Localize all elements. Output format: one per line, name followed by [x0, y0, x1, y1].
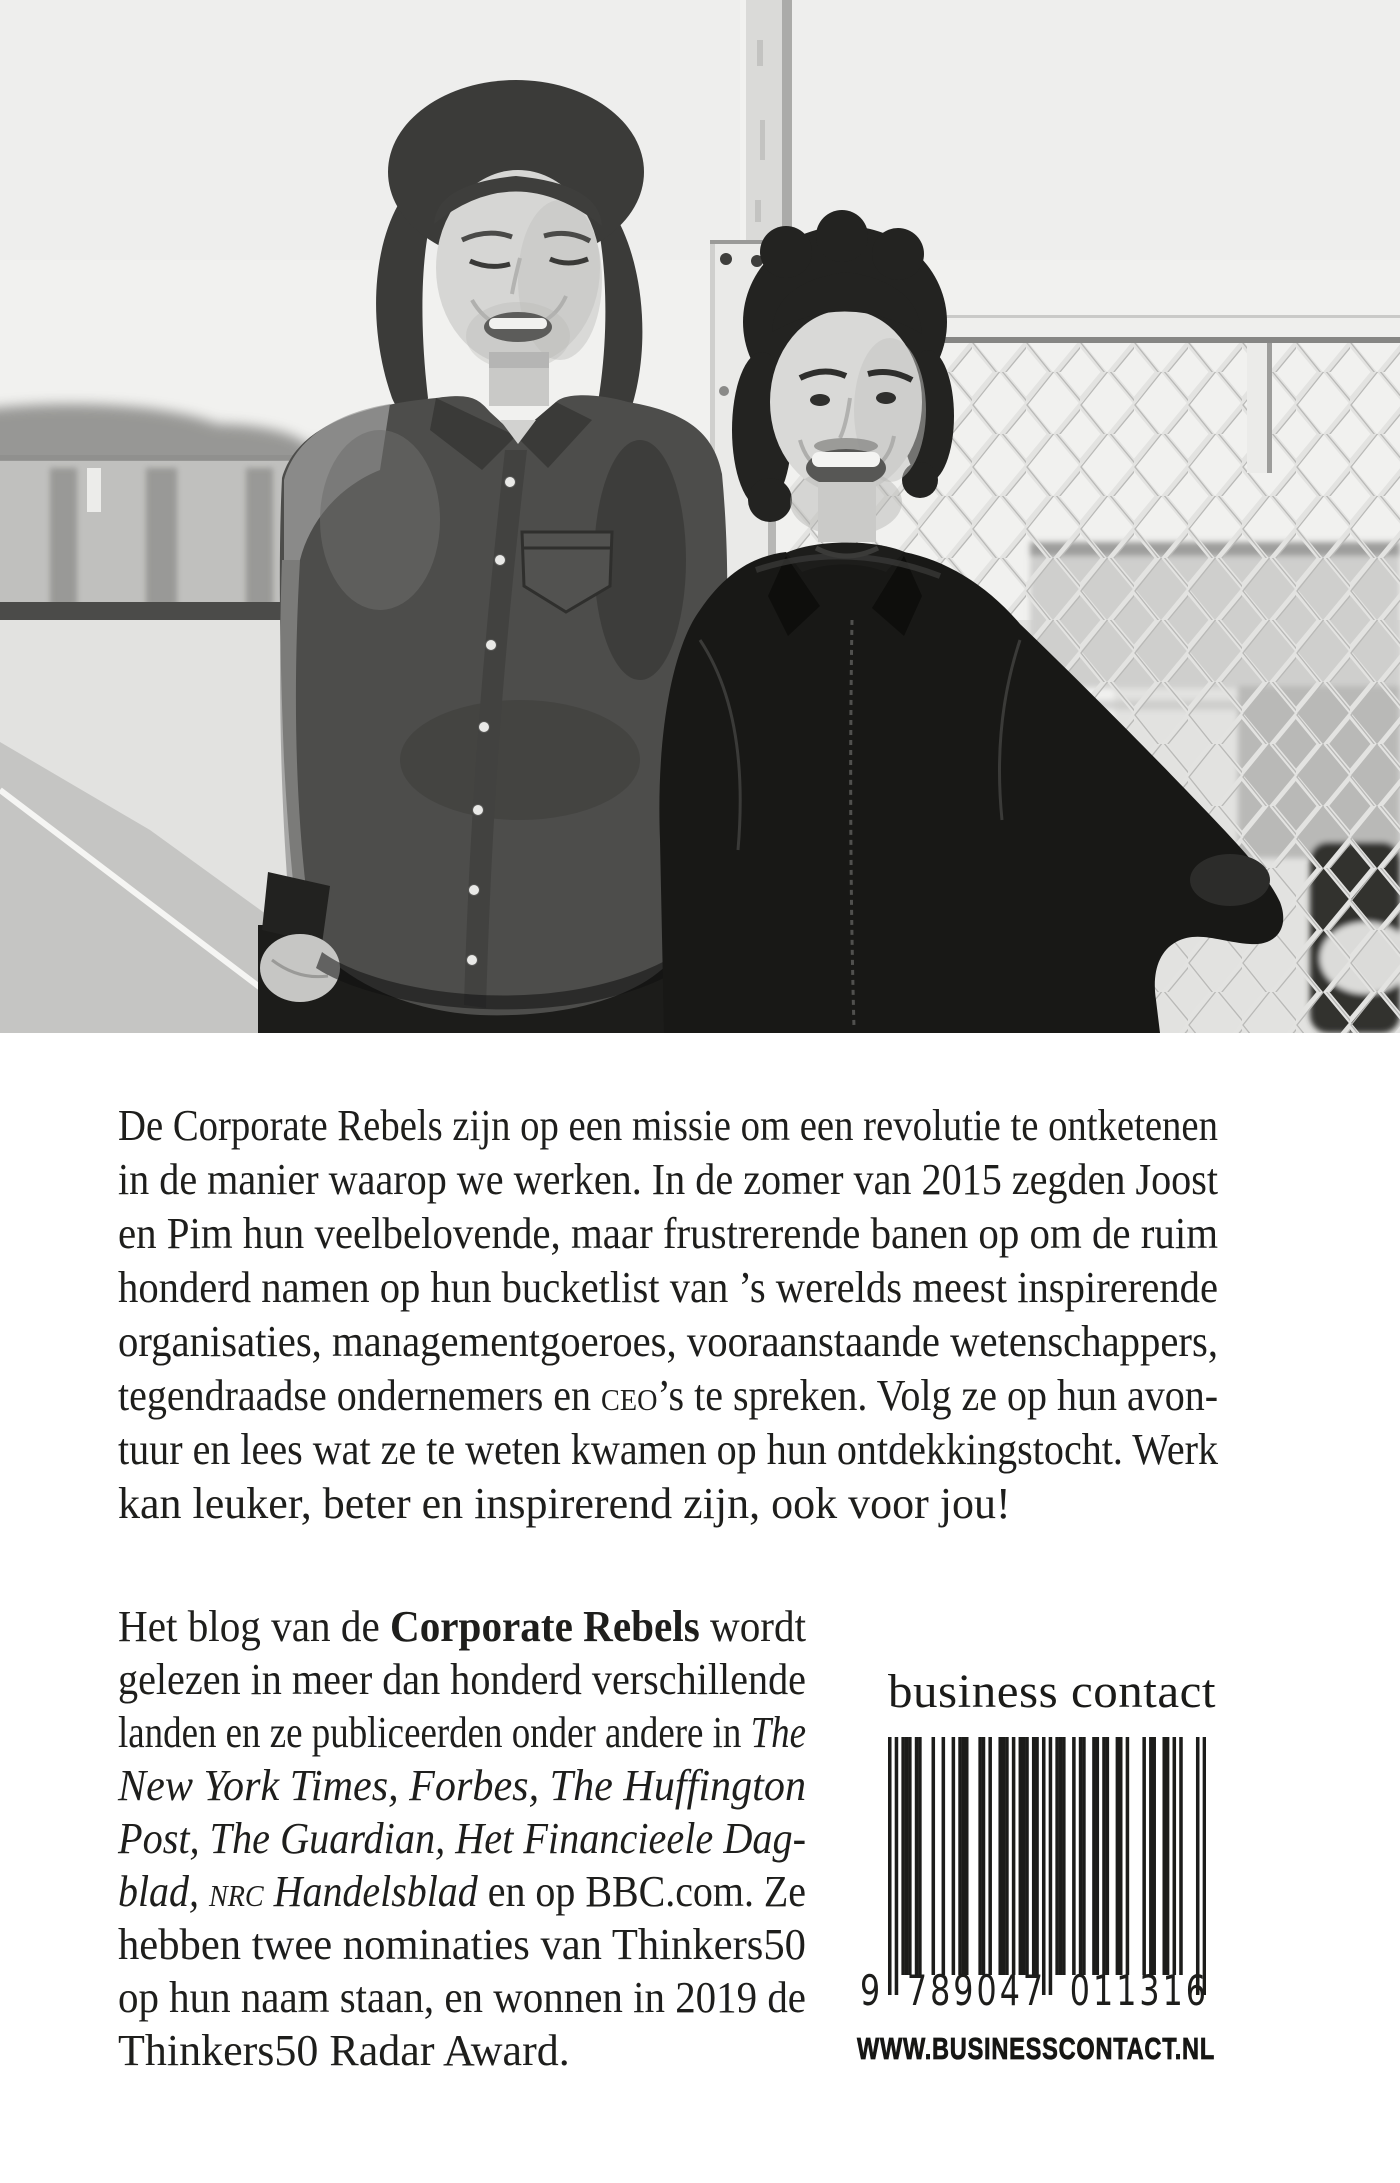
text-line: hebben twee nominaties van Thinkers50	[118, 1920, 806, 1969]
text-line: organisaties, managementgoeroes, vooraanstaande wetenschappers,	[118, 1317, 1218, 1366]
publisher-website: WWW.BUSINESSCONTACT.NL	[857, 2031, 1215, 2066]
pole	[740, 0, 792, 252]
cover-photo-illustration	[0, 0, 1400, 1033]
isbn-barcode	[888, 1737, 1206, 1995]
text-line: Het blog van de Corporate Rebels wordt	[118, 1602, 807, 1651]
text-line: Thinkers50 Radar Award.	[118, 2026, 570, 2075]
publisher-logo-text: business contact	[888, 1665, 1217, 1718]
text-line: op hun naam staan, en wonnen in 2019 de	[118, 1973, 806, 2022]
text-line: blad, NRC Handelsblad en op BBC.com. Ze	[118, 1867, 807, 1916]
text-line: gelezen in meer dan honderd verschillende	[118, 1655, 806, 1704]
publisher-logo	[888, 1666, 1216, 1718]
text-line: Post, The Guardian, Het Financieele Dag-	[118, 1814, 807, 1863]
text-line: De Corporate Rebels zijn op een missie om een revolutie te ontketenen	[118, 1101, 1218, 1150]
cover-photo	[0, 0, 1400, 1033]
blurb-paragraph	[118, 1099, 1218, 1531]
bio-paragraph	[118, 1600, 806, 2077]
text-line: in de manier waarop we werken. In de zomer van 2015 zegden Joost	[118, 1155, 1219, 1204]
text-line: tuur en lees wat ze te weten kwamen op hun ontdekkingstocht. Werk	[118, 1425, 1219, 1474]
text-line: New York Times, Forbes, The Huffington	[118, 1761, 807, 1810]
text-line: tegendraadse ondernemers en CEO’s te spreken. Volg ze op hun avon-	[118, 1371, 1219, 1420]
isbn-number: 9 789047 011316	[860, 1966, 1210, 2015]
text-line: landen en ze publiceerden onder andere in The	[118, 1708, 807, 1757]
text-line: honderd namen op hun bucketlist van ’s werelds meest inspirerende	[118, 1263, 1218, 1312]
text-line: en Pim hun veelbelovende, maar frustrerende banen op om de ruim	[118, 1209, 1219, 1258]
text-line: kan leuker, beter en inspirerend zijn, ook voor jou!	[118, 1479, 1011, 1528]
